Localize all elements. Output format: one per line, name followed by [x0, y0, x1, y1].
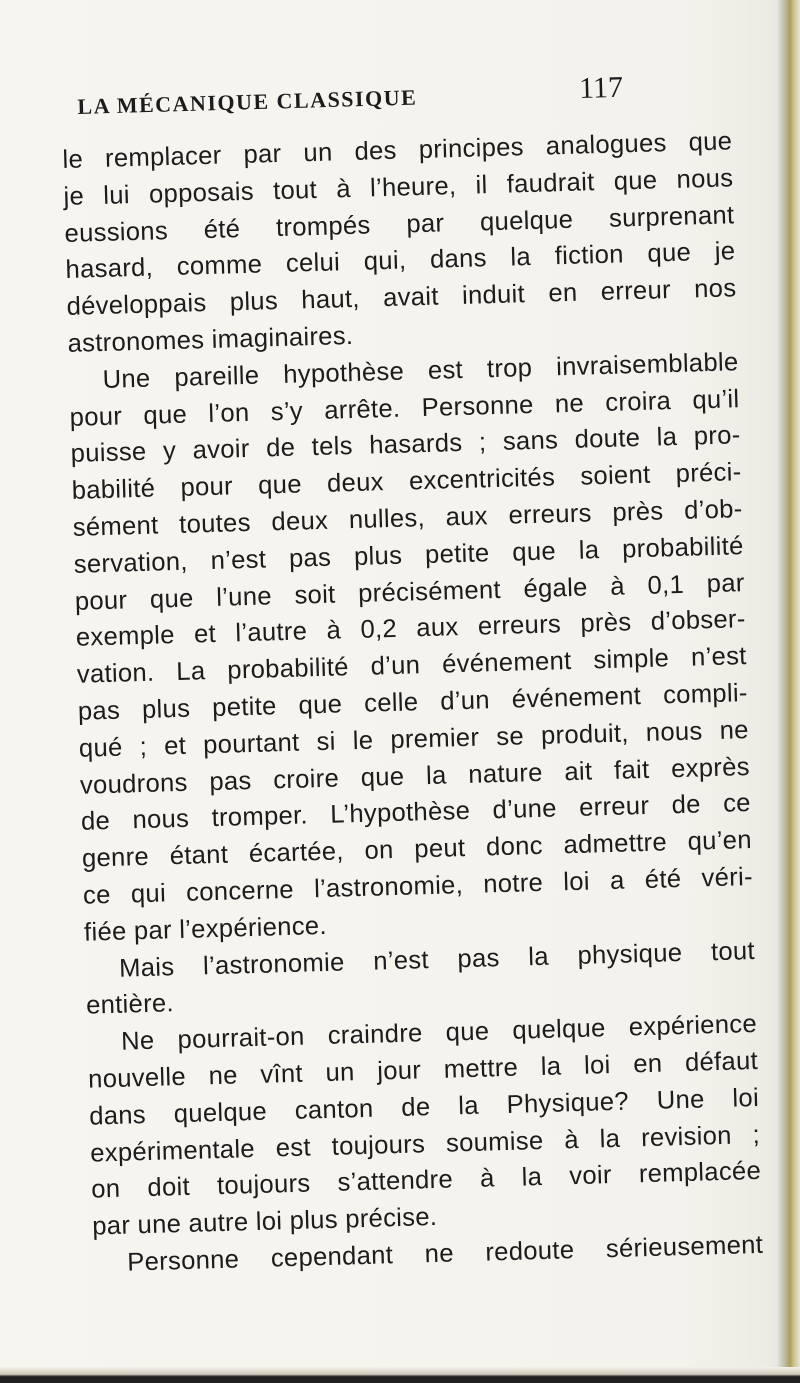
text-line: babilité pour que deux excentricités soient préci-: [71, 458, 742, 506]
text-line: on doit toujours s’attendre à la voir remplacée: [90, 1157, 762, 1204]
text-line: Une pareille hypothèse est trop invraisemblable: [102, 347, 739, 394]
text-line: puisse y avoir de tels hasards ; sans doute la pro-: [70, 421, 741, 469]
page-number: 117: [578, 70, 624, 105]
text-line: développais plus haut, avait induit en erreur nos: [66, 274, 737, 322]
text-line: dans quelque canton de la Physique? Une loi: [88, 1083, 760, 1131]
text-line: sément toutes deux nulles, aux erreurs près d’ob-: [72, 495, 743, 542]
page-header: [77, 70, 638, 126]
page-edge-shadow: [778, 0, 800, 1383]
text-line: astronomes imaginaires.: [67, 321, 354, 358]
text-line: le remplacer par un des principes analogues que: [62, 127, 733, 174]
text-line: nouvelle ne vînt un jour mettre la loi en défaut: [87, 1046, 759, 1094]
text-line: Mais l’astronomie n’est pas la physique tout: [118, 936, 756, 983]
text-line: entière.: [85, 989, 175, 1020]
text-line: de nous tromper. L’hypothèse d’une erreur de ce: [80, 789, 752, 837]
text-line: qué ; et pourtant si le premier se produit, nous ne: [78, 715, 750, 763]
text-line: exemple et l’autre à 0,2 aux erreurs près d’obser-: [75, 605, 746, 653]
text-line: par une autre loi plus précise.: [91, 1203, 438, 1241]
text-line: je lui opposais tout à l’heure, il faudrait que nous: [63, 164, 734, 211]
text-line: voudrons pas croire que la nature ait fait exprès: [79, 752, 751, 800]
text-line: servation, n’est pas plus petite que la probabilité: [73, 531, 744, 579]
body-text: [62, 123, 764, 1282]
text-line: vation. La probabilité d’un événement simple n’est: [76, 642, 748, 689]
text-line: pour que l’on s’y arrête. Personne ne croira qu’il: [69, 384, 740, 432]
scan-bottom-edge: [0, 1367, 800, 1383]
text-line: hasard, comme celui qui, dans la fiction que je: [65, 237, 736, 285]
text-line: pour que l’une soit précisément égale à 0,1 par: [74, 568, 745, 616]
text-line: pas plus petite que celle d’un événement compli-: [77, 679, 749, 726]
running-head: LA MÉCANIQUE CLASSIQUE: [77, 84, 418, 120]
text-line: eussions été trompés par quelque surprenant: [64, 200, 735, 248]
text-line: Ne pourrait-on craindre que quelque expérience: [120, 1010, 758, 1056]
text-line: genre étant écartée, on peut donc admettre qu’en: [81, 826, 753, 873]
text-line: expérimentale est toujours soumise à la revision ;: [89, 1120, 761, 1168]
text-line: ce qui concerne l’astronomie, notre loi a été véri-: [82, 862, 754, 910]
text-line: fiée par l’expérience.: [83, 911, 328, 947]
text-line: Personne cependant ne redoute sérieusement: [126, 1230, 764, 1277]
